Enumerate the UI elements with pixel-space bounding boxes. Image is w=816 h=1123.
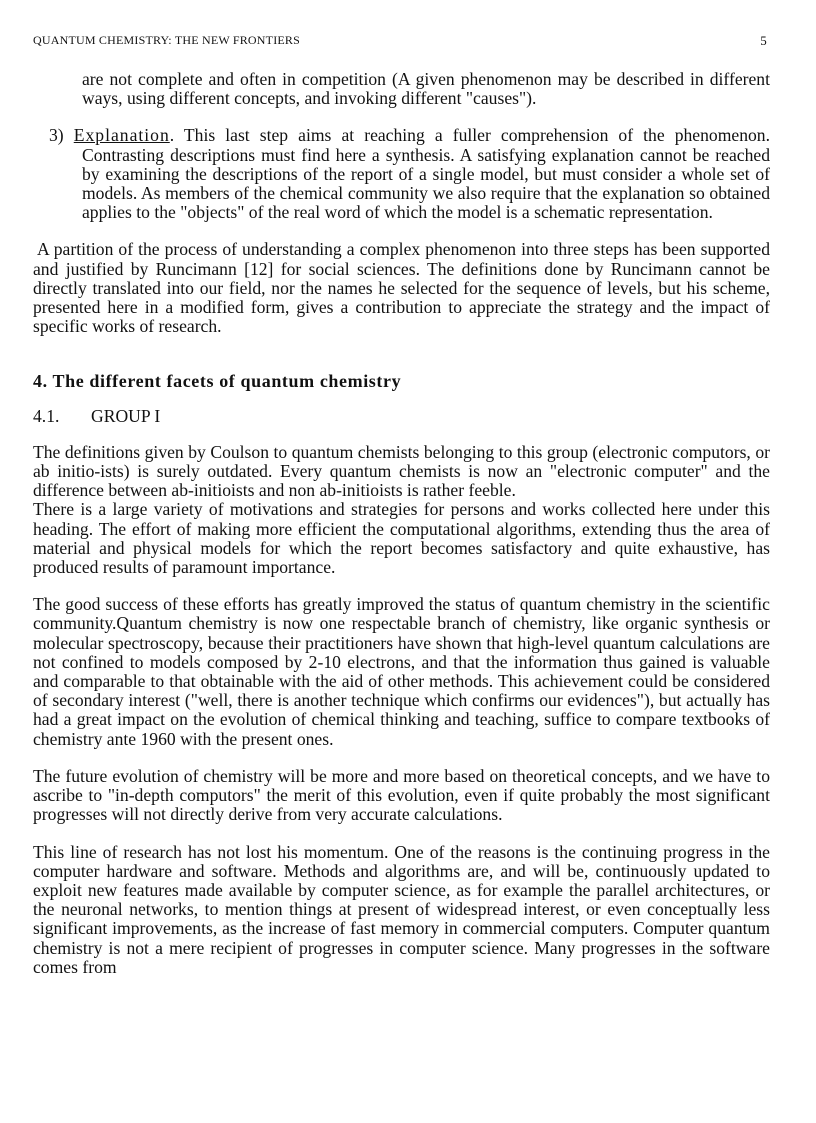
partition-paragraph: A partition of the process of understanding a complex phenomenon into three steps has been supported and justified by Runcimann [12] for social sciences. The definitions done by Runcimann cannot be directly translated into our field, nor the names he selected for the sequence of levels, but his scheme, presented here in a modified form, gives a contribution to appreciate the strategy and the impact of specific works of research.: [33, 239, 770, 337]
list-item-continuation: are not complete and often in competition (A given phenomenon may be described in different ways, using different concepts, and invoking different "causes").: [82, 69, 770, 109]
running-title: QUANTUM CHEMISTRY: THE NEW FRONTIERS: [33, 33, 300, 47]
page-number: 5: [760, 33, 767, 48]
list-item-explanation: [33, 126, 770, 222]
subsection-heading: [33, 407, 770, 426]
section-heading: 4. The different facets of quantum chemistry: [33, 371, 402, 392]
explanation-text: . This last step aims at reaching a fuller comprehension of the phenomenon. Contrasting descriptions must find here a synthesis. A satisfying explanation cannot be reached by examining the descriptions of the report of a single model, but must consider a whole set of models. As members of the chemical community we also require that the explanation so obtained applies to the "objects" of the real word of which the model is a schematic representation.: [82, 125, 770, 223]
list-item-number: 3): [49, 125, 64, 146]
paragraph-future: The future evolution of chemistry will be more and more based on theoretical concepts, and we have to ascribe to "in-depth computors" the merit of this evolution, even if quite probably the most significant progresses will not directly derive from very accurate calculations.: [33, 765, 770, 825]
paragraph-coulson: The definitions given by Coulson to quantum chemists belonging to this group (electronic computors, or ab initio-ists) is surely outdated. Every quantum chemists is now an "electronic computer" and the difference between ab-initioists and non ab-initioists is rather feeble.: [33, 441, 770, 501]
subsection-title: GROUP I: [91, 405, 161, 426]
explanation-term: Explanation: [73, 125, 170, 146]
body-text: [33, 70, 770, 977]
paragraph-momentum: This line of research has not lost his momentum. One of the reasons is the continuing progress in the computer hardware and software. Methods and algorithms are, and will be, continuously updated to exploit new features made available by computer science, as for example the parallel architectures, or the neuronal networks, to mention things at present of widespread interest, or even conceptually less significant improvements, as the increase of fast memory in commercial computers. Computer quantum chemistry is not a mere recipient of progresses in computer science. Many progresses in the software comes from: [33, 841, 770, 977]
subsection-number: 4.1.: [33, 405, 60, 426]
paragraph-success: The good success of these efforts has greatly improved the status of quantum chemistry in the scientific community.Quantum chemistry is now one respectable branch of chemistry, like organic synthesis or molecular spectroscopy, because their practitioners have shown that high-level quantum calculations are not confined to models composed by 2-10 electrons, and that the information thus gained is valuable and comparable to that obtainable with the aid of other methods. This achievement could be considered of secondary interest ("well, there is another technique which confirms our evidences"), but actually has had a great impact on the evolution of chemical thinking and teaching, suffice to compare textbooks of chemistry ante 1960 with the present ones.: [33, 594, 770, 749]
paragraph-variety: There is a large variety of motivations and strategies for persons and works collected here under this heading. The effort of making more efficient the computational algorithms, extending thus the area of material and physical models for which the report becomes satisfactory and quite exhaustive, has produced results of paramount importance.: [33, 499, 770, 578]
